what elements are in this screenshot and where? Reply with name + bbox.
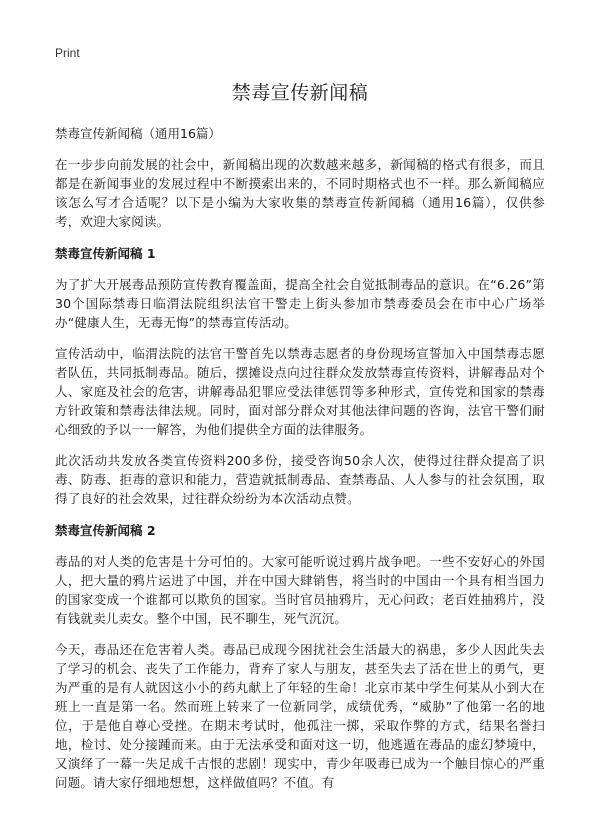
print-link[interactable]: Print <box>55 46 80 60</box>
section-heading-2: 禁毒宣传新闻稿 2 <box>55 523 156 538</box>
intro-paragraph: 在一步步向前发展的社会中，新闻稿出现的次数越来越多，新闻稿的格式有很多，而且都是在新闻事业的发展过程中不断摸索出来的，不同时期格式也不一样。那么新闻稿应该怎么写才合适呢？以下是小编为大家收集的禁毒宣传新闻稿（通用16篇），仅供参考，欢迎大家阅读。 <box>55 157 545 229</box>
page-title: 禁毒宣传新闻稿 <box>231 82 369 104</box>
section-1-paragraph: 为了扩大开展毒品预防宣传教育覆盖面，提高全社会自觉抵制毒品的意识。在“6.26”第30个国际禁毒日临渭法院组织法官干警走上街头参加市禁毒委员会在市中心广场举办“健康人生，无毒无悔”的禁毒宣传活动。 <box>55 277 545 330</box>
article-subtitle: 禁毒宣传新闻稿（通用16篇） <box>55 126 221 141</box>
section-1-paragraph: 宣传活动中，临渭法院的法官干警首先以禁毒志愿者的身份现场宣誓加入中国禁毒志愿者队伍，共同抵制毒品。随后，摆摊设点向过往群众发放禁毒宣传资料，讲解毒品对个人、家庭及社会的危害，讲解毒品犯罪应受法律惩罚等多种形式，宣传党和国家的禁毒方针政策和禁毒法律法规。同时，面对部分群众对其他法律问题的咨询，法官干警们耐心细致的予以一一解答，为他们提供全方面的法律服务。 <box>55 346 545 437</box>
section-heading-1: 禁毒宣传新闻稿 1 <box>55 246 156 261</box>
section-2-paragraph: 毒品的对人类的危害是十分可怕的。大家可能听说过鸦片战争吧。一些不安好心的外国人，把大量的鸦片运进了中国，并在中国大肆销售，将当时的中国由一个具有相当国力的国家变成一个谁都可以欺负的国家。当时官员抽鸦片，无心问政；老百姓抽鸦片，没有钱就卖儿卖女。整个中国，民不聊生，死气沉沉。 <box>55 554 545 626</box>
section-1-paragraph: 此次活动共发放各类宣传资料200多份，接受咨询50余人次，使得过往群众提高了识毒、防毒、拒毒的意识和能力，营造就抵制毒品、查禁毒品、人人参与的社会氛围，取得了良好的社会效果，过往群众纷纷为本次活动点赞。 <box>55 453 545 506</box>
section-2-paragraph: 今天，毒品还在危害着人类。毒品已成现今困扰社会生活最大的祸患，多少人因此失去了学习的机会、丧失了工作能力，背弃了家人与朋友，甚至失去了活在世上的勇气，更为严重的是有人就因这小小的药丸献上了年轻的生命！北京市某中学生何某从小到大在班上一直是第一名。然而班上转来了一位新同学，成绩优秀，“威胁”了他第一名的地位，于是他自尊心受挫。在期末考试时，他孤注一掷，采取作弊的方式，结果名誉扫地，检讨、处分接踵而来。由于无法承受和面对这一切，他逃遁在毒品的虚幻梦境中，又演绎了一幕一失足成千古恨的悲剧！现实中，青少年吸毒已成为一个触目惊心的严重问题。请大家仔细地想想，这样做值吗？不值。有 <box>55 642 545 790</box>
